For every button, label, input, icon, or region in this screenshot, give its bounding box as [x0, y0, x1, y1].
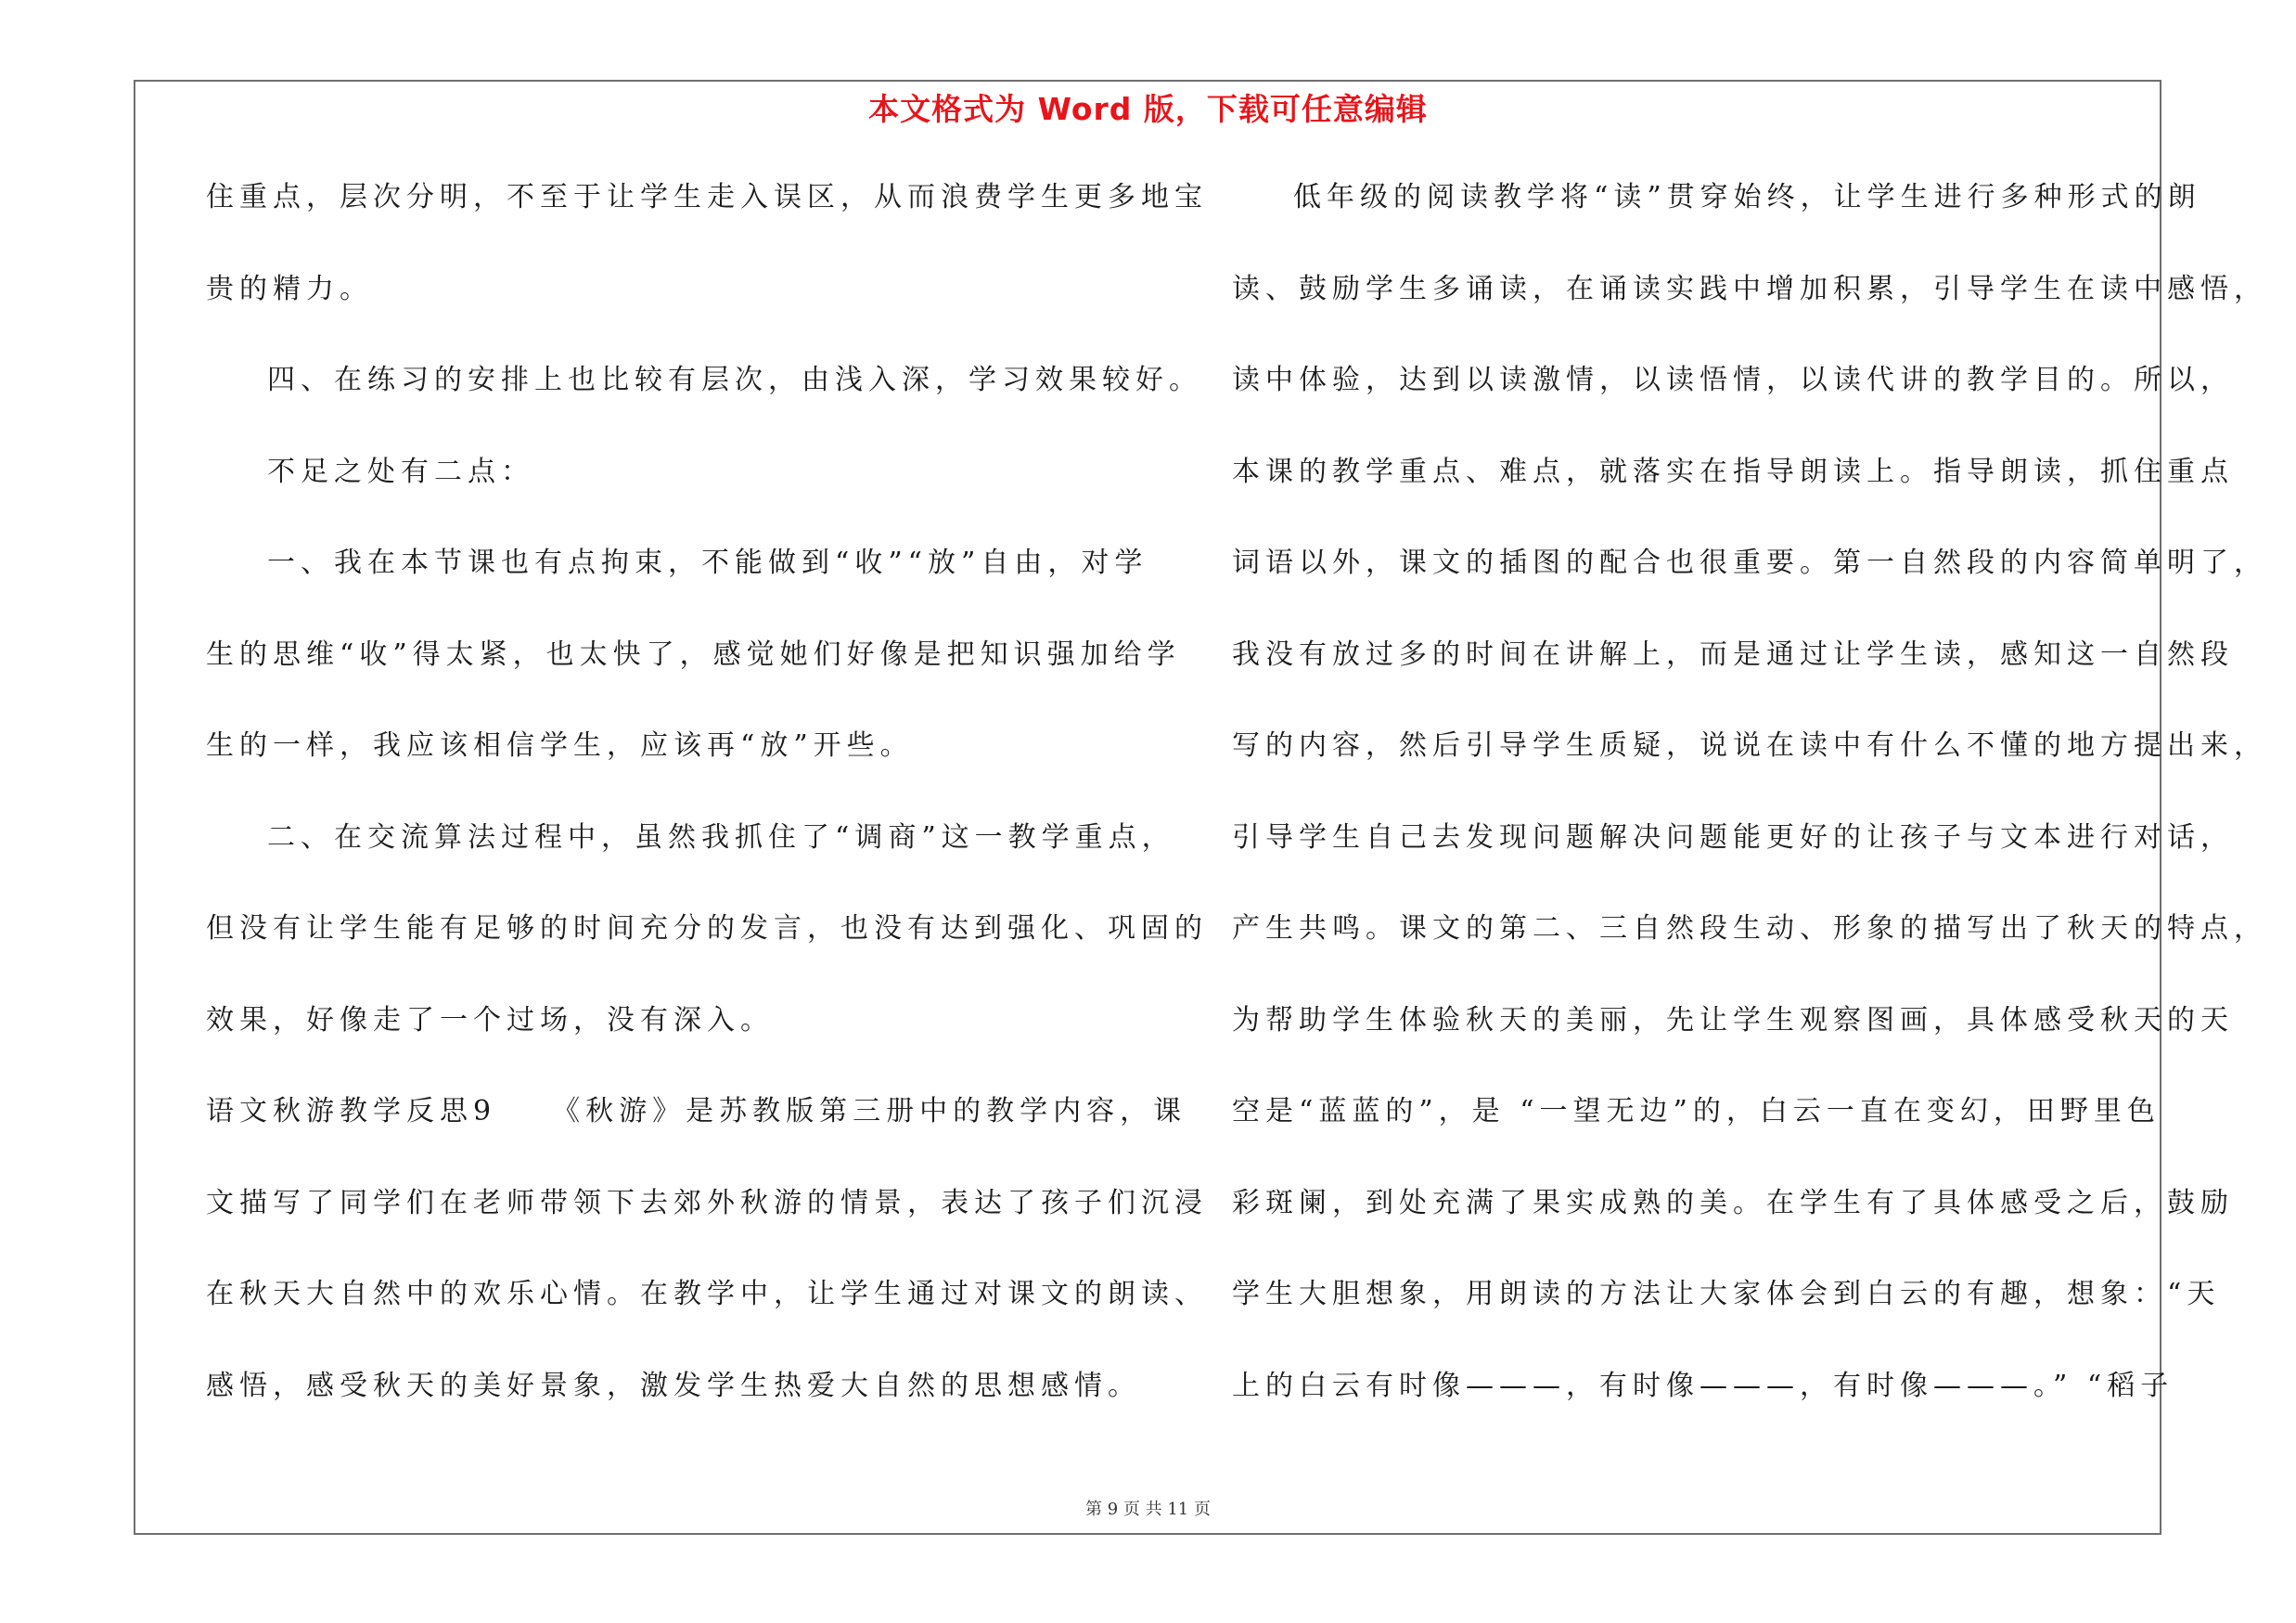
paragraph-line: 引导学生自己去发现问题解决问题能更好的让孩子与文本进行对话，	[1232, 820, 2234, 854]
paragraph-line: 写的内容，然后引导学生质疑，说说在读中有什么不懂的地方提出来，	[1232, 729, 2267, 762]
paragraph-line: 一、我在本节课也有点拘束，不能做到“收”“放”自由，对学	[267, 547, 1148, 579]
paragraph-line: 文描写了同学们在老师带领下去郊外秋游的情景，表达了孩子们沉浸	[206, 1186, 1208, 1219]
paragraph-line: 读、鼓励学生多诵读，在诵读实践中增加积累，引导学生在读中感悟，	[1232, 272, 2267, 305]
paragraph-line: 学生大胆想象，用朗读的方法让大家体会到白云的有趣，想象：“天	[1232, 1278, 2221, 1310]
paragraph-line: 二、在交流算法过程中，虽然我抓住了“调商”这一教学重点，	[267, 820, 1175, 854]
section-heading-line	[206, 1095, 1187, 1190]
paragraph-line: 但没有让学生能有足够的时间充分的发言，也没有达到强化、巩固的	[206, 912, 1208, 945]
paragraph-line: 低年级的阅读教学将“读”贯穿始终，让学生进行多种形式的朗	[1293, 181, 2201, 213]
paragraph-line: 效果，好像走了一个过场，没有深入。	[206, 1003, 774, 1037]
paragraph-line: 不足之处有二点：	[267, 455, 534, 488]
paragraph-line: 住重点，层次分明，不至于让学生走入误区，从而浪费学生更多地宝	[206, 181, 1208, 213]
paragraph-line: 生的一样，我应该相信学生，应该再“放”开些。	[206, 729, 914, 762]
left-column	[206, 181, 1208, 1463]
paragraph-line: 四、在练习的安排上也比较有层次，由浅入深，学习效果较好。	[267, 364, 1202, 396]
paragraph-line: 产生共鸣。课文的第二、三自然段生动、形象的描写出了秋天的特点，	[1232, 912, 2267, 945]
paragraph-line: 贵的精力。	[206, 272, 373, 305]
paragraph-line: 读中体验，达到以读激情，以读悟情，以读代讲的教学目的。所以，	[1232, 364, 2234, 396]
paragraph-line: 为帮助学生体验秋天的美丽，先让学生观察图画，具体感受秋天的天	[1232, 1003, 2234, 1037]
page-number: 第 9 页 共 11 页	[1085, 1500, 1211, 1519]
paragraph-line: 本课的教学重点、难点，就落实在指导朗读上。指导朗读，抓住重点	[1232, 455, 2234, 488]
section-intro-text: 《秋游》是苏教版第三册中的教学内容，课	[552, 1095, 1187, 1127]
right-column	[1232, 181, 2267, 1463]
paragraph-line: 在秋天大自然中的欢乐心情。在教学中，让学生通过对课文的朗读、	[206, 1278, 1208, 1310]
paragraph-line: 感悟，感受秋天的美好景象，激发学生热爱大自然的思想感情。	[206, 1369, 1141, 1402]
paragraph-line: 上的白云有时像———，有时像———，有时像———。” “稻子	[1232, 1369, 2174, 1402]
paragraph-line: 生的思维“收”得太紧，也太快了，感觉她们好像是把知识强加给学	[206, 638, 1181, 671]
section-title: 语文秋游教学反思9	[206, 1095, 497, 1127]
document-banner: 本文格式为 Word 版，下载可任意编辑	[868, 91, 1428, 127]
paragraph-line: 词语以外，课文的插图的配合也很重要。第一自然段的内容简单明了，	[1232, 547, 2267, 579]
paragraph-line: 空是“蓝蓝的”，是 “一望无边”的，白云一直在变幻，田野里色	[1232, 1095, 2161, 1127]
paragraph-line: 我没有放过多的时间在讲解上，而是通过让学生读，感知这一自然段	[1232, 638, 2234, 671]
paragraph-line: 彩斑阑，到处充满了果实成熟的美。在学生有了具体感受之后，鼓励	[1232, 1186, 2234, 1219]
